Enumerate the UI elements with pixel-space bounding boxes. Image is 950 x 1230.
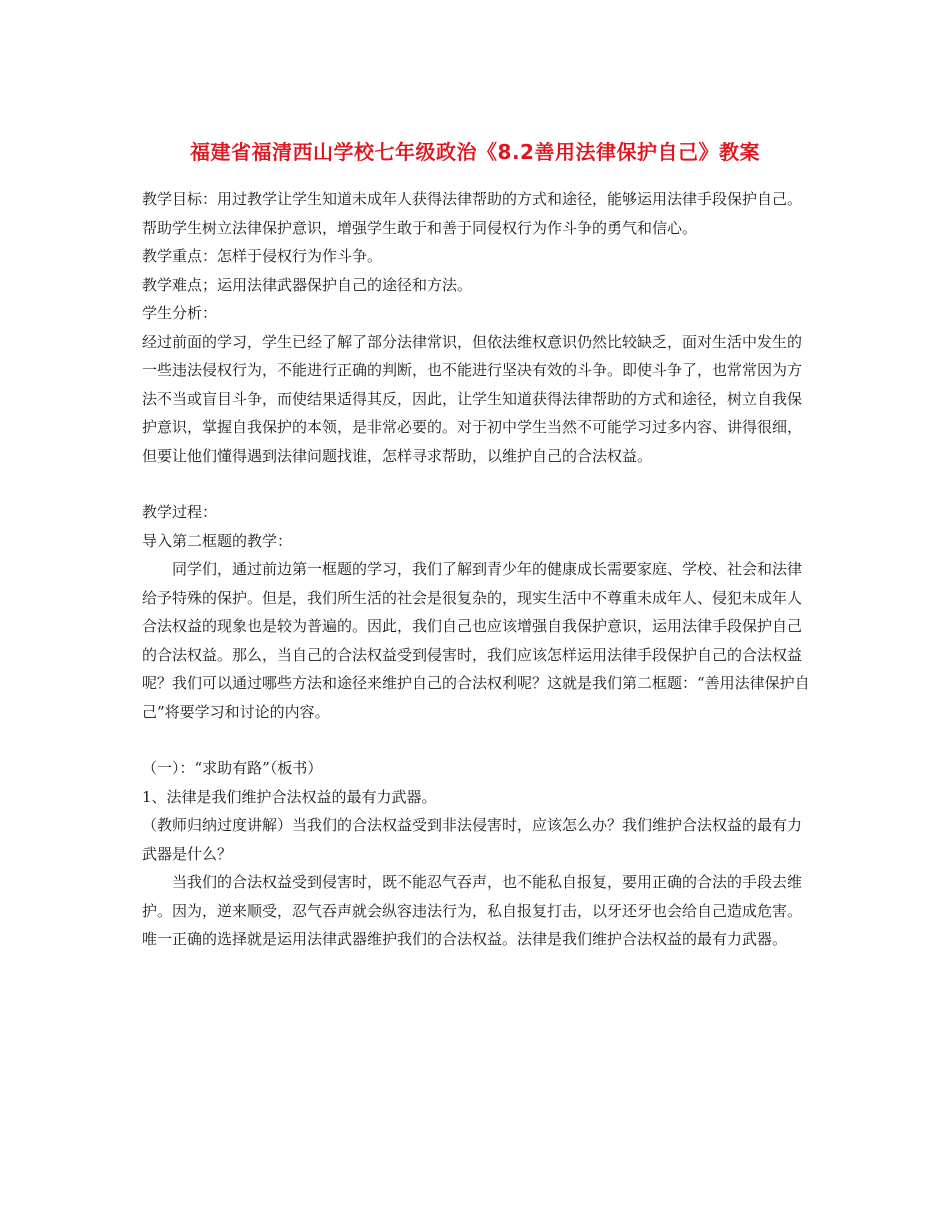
- point-one: 1、法律是我们维护合法权益的最有力武器。: [142, 787, 437, 806]
- spacer: [142, 470, 810, 498]
- intro-paragraph: 同学们，通过前边第一框题的学习，我们了解到青少年的健康成长需要家庭、学校、社会和法律给予特殊的保护。但是，我们所生活的社会是很复杂的，现实生活中不尊重未成年人、侵犯未成年人合法权益的现象也是较为普遍的。因此，我们自己也应该增强自我保护意识，运用法律手段保护自己的合法权益。那么，当自己的合法权益受到侵害时，我们应该怎样运用法律手段保护自己的合法权益呢？我们可以通过哪些方法和途径来维护自己的合法权利呢？这就是我们第二框题：“善用法律保护自己”将要学习和讨论的内容。: [142, 560, 810, 721]
- teaching-difficulty: 教学难点；运用法律武器保护自己的途径和方法。: [142, 275, 473, 294]
- intro-label: 导入第二框题的教学：: [142, 531, 293, 550]
- document-body: [142, 185, 810, 954]
- teaching-goal-paragraph: 教学目标：用过教学让学生知道未成年人获得法律帮助的方式和途径，能够运用法律手段保护自己。帮助学生树立法律保护意识，增强学生敢于和善于同侵权行为作斗争的勇气和信心。: [142, 190, 803, 237]
- section-one-heading: （一）：“求助有路”（板书）: [142, 759, 323, 777]
- document-title: 福建省福清西山学校七年级政治《8.2善用法律保护自己》教案: [190, 140, 760, 164]
- student-analysis-paragraph: 经过前面的学习，学生已经了解了部分法律常识，但依法维权意识仍然比较缺乏，面对生活中发生的一些违法侵权行为，不能进行正确的判断，也不能进行坚决有效的斗争。即使斗争了，也常常因为方法不当或盲目斗争，而使结果适得其反，因此，让学生知道获得法律帮助的方式和途径，树立自我保护意识，掌握自我保护的本领，是非常必要的。对于初中学生当然不可能学习过多内容、讲得很细，但要让他们懂得遇到法律问题找谁，怎样寻求帮助，以维护自己的合法权益。: [142, 332, 803, 465]
- teaching-key-point: 教学重点：怎样于侵权行为作斗争。: [142, 247, 383, 265]
- teaching-process-label: 教学过程：: [142, 503, 218, 521]
- spacer: [142, 726, 810, 754]
- student-analysis-label: 学生分析：: [142, 304, 218, 322]
- explanation-paragraph: 当我们的合法权益受到侵害时，既不能忍气吞声，也不能私自报复，要用正确的合法的手段去维护。因为，逆来顺受，忍气吞声就会纵容违法行为，私自报复打击，以牙还牙也会给自己造成危害。唯一正确的选择就是运用法律武器维护我们的合法权益。法律是我们维护合法权益的最有力武器。: [142, 873, 803, 948]
- teacher-note: （教师归纳过度讲解）当我们的合法权益受到非法侵害时，应该怎么办？我们维护合法权益的最有力武器是什么？: [142, 816, 803, 863]
